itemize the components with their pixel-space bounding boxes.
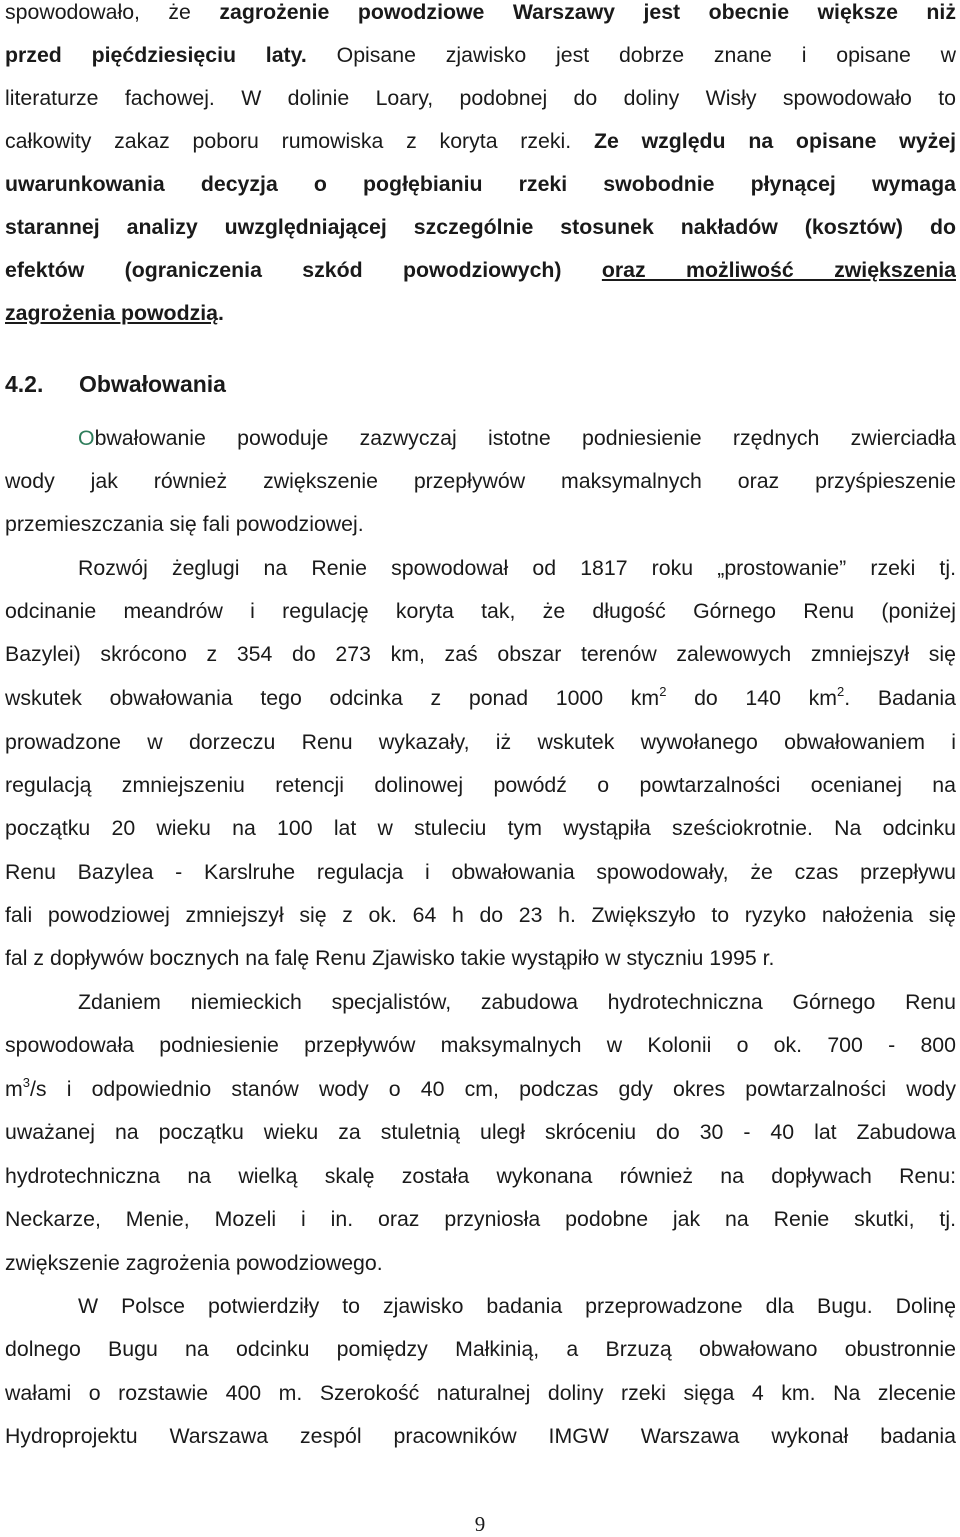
text-line: całkowity zakaz poboru rumowiska z koryta rzeki. Ze względu na opisane wyżej	[5, 129, 956, 153]
text-line: fali powodziowej zmniejszył się z ok. 64 h do 23 h. Zwiększyło to ryzyko nałożenia się	[5, 903, 956, 927]
text-line: Obwałowanie powoduje zazwyczaj istotne podniesienie rzędnych zwierciadła	[78, 426, 956, 450]
text-line: Neckarze, Menie, Mozeli i in. oraz przyniosła podobne jak na Renie skutki, tj.	[5, 1207, 956, 1231]
text-line: Hydroprojektu Warszawa zespól pracowników IMGW Warszawa wykonał badania	[5, 1424, 956, 1448]
text-line: regulacją zmniejszeniu retencji dolinowej powódź o powtarzalności ocenianej na	[5, 773, 956, 797]
text-line: prowadzone w dorzeczu Renu wykazały, iż wskutek wywołanego obwałowaniem i	[5, 730, 956, 754]
text-line: spowodowało, że zagrożenie powodziowe Warszawy jest obecnie większe niż	[5, 0, 956, 24]
text-line: starannej analizy uwzględniającej szczególnie stosunek nakładów (kosztów) do	[5, 215, 956, 239]
text-line: Zdaniem niemieckich specjalistów, zabudowa hydrotechniczna Górnego Renu	[78, 990, 956, 1014]
text-line: dolnego Bugu na odcinku pomiędzy Małkinią, a Brzuzą obwałowano obustronnie	[5, 1337, 956, 1361]
text-line: literaturze fachowej. W dolinie Loary, podobnej do doliny Wisły spowodowało to	[5, 86, 956, 110]
text-line: efektów (ograniczenia szkód powodziowych) oraz możliwość zwiększenia	[5, 258, 956, 282]
text-line: zwiększenie zagrożenia powodziowego.	[5, 1251, 383, 1275]
section-number: 4.2.	[5, 371, 44, 397]
text-line: fal z dopływów bocznych na falę Renu Zjawisko takie wystąpiło w styczniu 1995 r.	[5, 946, 775, 970]
text-line: przemieszczania się fali powodziowej.	[5, 512, 364, 536]
text-line: początku 20 wieku na 100 lat w stuleciu tym wystąpiła sześciokrotnie. Na odcinku	[5, 816, 956, 840]
text-line: Bazylei) skrócono z 354 do 273 km, zaś obszar terenów zalewowych zmniejszył się	[5, 642, 956, 666]
drop-initial: O	[78, 426, 95, 450]
text-line: wody jak również zwiększenie przepływów maksymalnych oraz przyśpieszenie	[5, 469, 956, 493]
text-line: spowodowała podniesienie przepływów maksymalnych w Kolonii o ok. 700 - 800	[5, 1033, 956, 1057]
text-line: $m^3/s$ i odpowiednio stanów wody o 40 cm, podczas gdy okres powtarzalności wody	[5, 1075, 956, 1101]
text-line: zagrożenia powodzią.	[5, 301, 224, 325]
text-line: Renu Bazylea - Karslruhe regulacja i obwałowania spowodowały, że czas przepływu	[5, 860, 956, 884]
text-line: Rozwój żeglugi na Renie spowodował od 1817 roku „prostowanie” rzeki tj.	[78, 556, 956, 580]
text-line: wałami o rozstawie 400 m. Szerokość naturalnej doliny rzeki sięga 4 km. Na zlecenie	[5, 1381, 956, 1405]
text-line: hydrotechniczna na wielką skalę została wykonana również na dopływach Renu:	[5, 1164, 956, 1188]
text-line: przed pięćdziesięciu laty. Opisane zjawisko jest dobrze znane i opisane w	[5, 43, 956, 67]
text-line: uważanej na początku wieku za stuletnią uległ skróceniu do 30 - 40 lat Zabudowa	[5, 1120, 956, 1144]
section-heading	[5, 369, 226, 399]
page-number: 9	[474, 1512, 486, 1536]
text-line: uwarunkowania decyzja o pogłębianiu rzeki swobodnie płynącej wymaga	[5, 172, 956, 196]
text-line: wskutek obwałowania tego odcinka z ponad 1000 $km^2$ do 140 $km^2$. Badania	[5, 684, 956, 710]
text-line: W Polsce potwierdziły to zjawisko badania przeprowadzone dla Bugu. Dolinę	[78, 1294, 956, 1318]
section-title: Obwałowania	[79, 371, 226, 397]
text-line: odcinanie meandrów i regulację koryta tak, że długość Górnego Renu (poniżej	[5, 599, 956, 623]
